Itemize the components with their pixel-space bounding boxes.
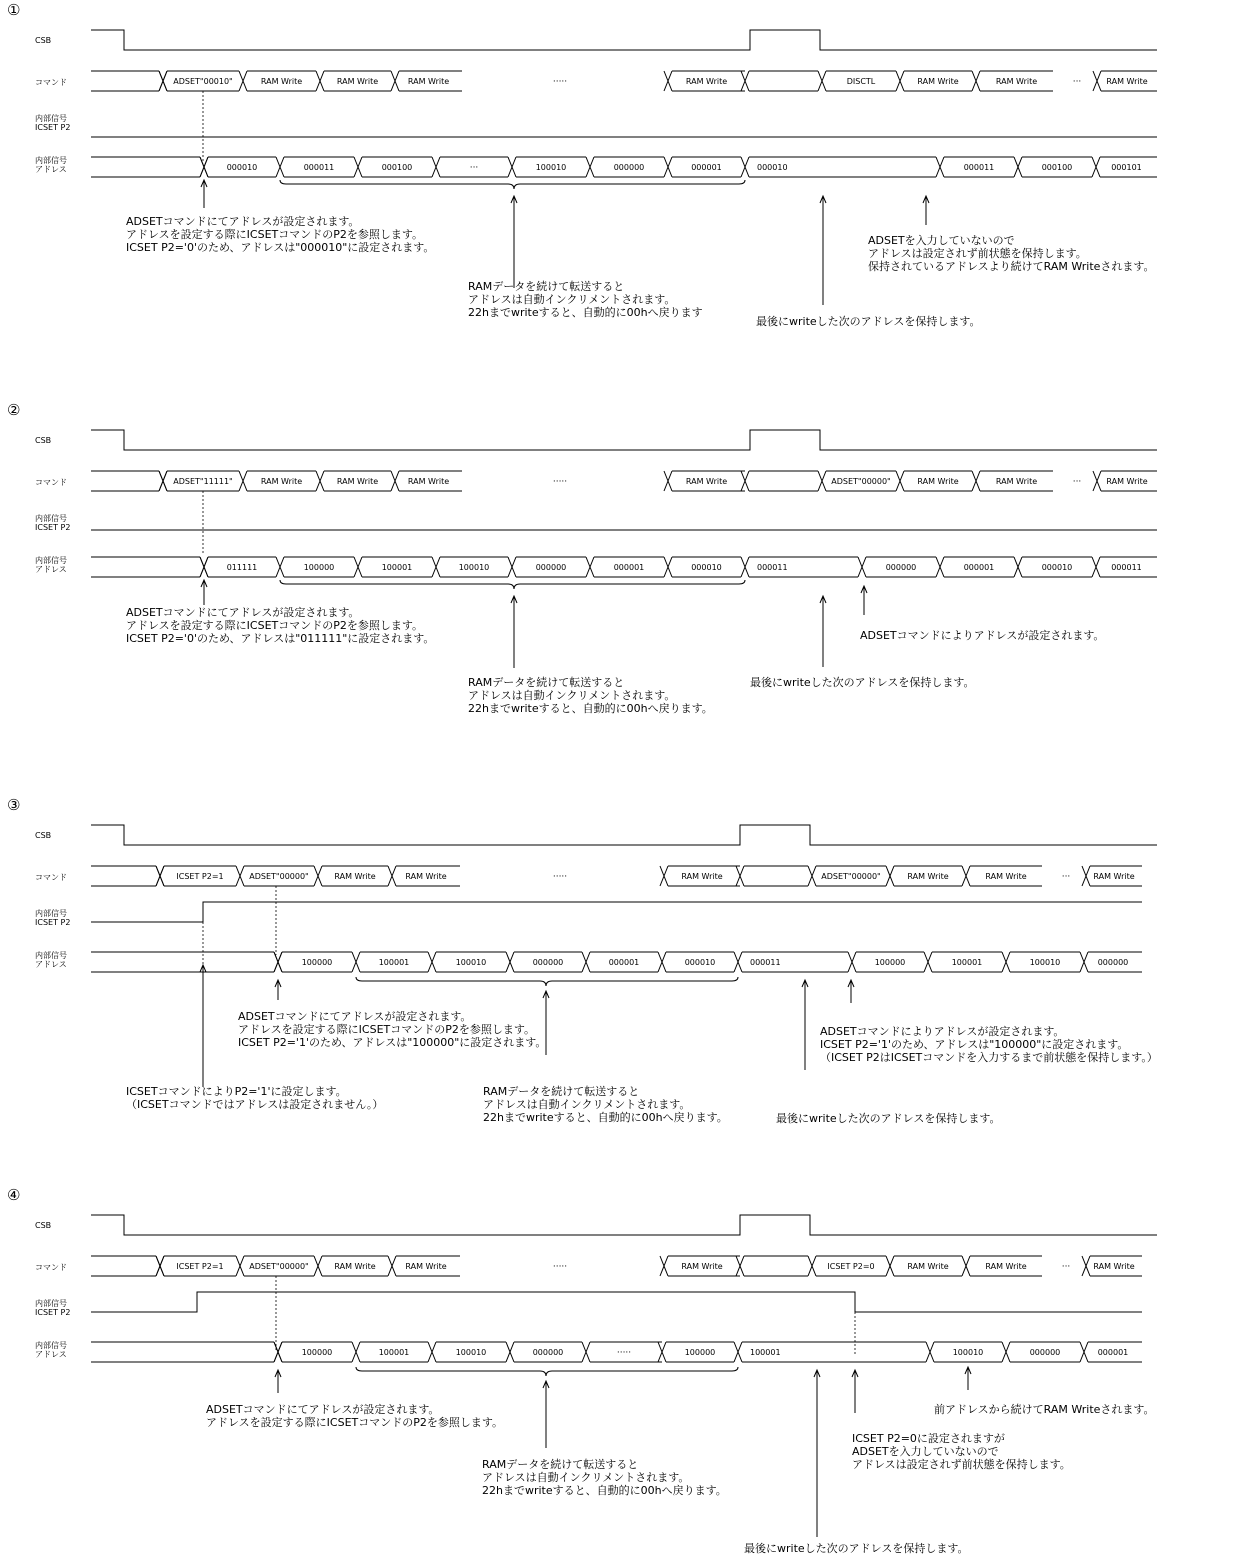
row-label-address: 内部信号 — [35, 556, 67, 565]
command-bus — [91, 866, 1142, 886]
command-bus — [91, 1256, 1142, 1276]
address-cell: 100010 — [455, 958, 487, 967]
address-cell: 100000 — [301, 1348, 333, 1357]
annotation-text: アドレスは自動インクリメントされます。 — [468, 689, 676, 702]
row-label-address: 内部信号 — [35, 156, 67, 165]
command-cell: RAM Write — [917, 77, 959, 86]
range-brace — [356, 1367, 738, 1376]
annotation-text: RAMデータを続けて転送すると — [468, 676, 625, 689]
command-cell: RAM Write — [334, 1262, 376, 1271]
annotation-text: ICSET P2='0'のため、アドレスは"011111"に設定されます。 — [126, 632, 435, 645]
command-cell: ··· — [1061, 1262, 1071, 1272]
annotation-text: ADSETを入力していないので — [868, 234, 1015, 247]
pointer-arrow — [802, 980, 808, 1070]
command-cell: RAM Write — [334, 872, 376, 881]
annotation-text: 22hまでwriteすると、自動的に00hへ戻ります — [468, 306, 703, 319]
address-cell: 100000 — [684, 1348, 716, 1357]
address-cell: 000100 — [381, 163, 413, 172]
address-cell: 000000 — [885, 563, 917, 572]
annotation-text: ADSETコマンドによりアドレスが設定されます。 — [820, 1025, 1065, 1038]
annotation — [860, 629, 1104, 642]
annotation — [483, 1084, 728, 1124]
command-cell: RAM Write — [995, 477, 1038, 486]
annotation-text: 22hまでwriteすると、自動的に00hへ戻ります。 — [482, 1484, 727, 1497]
command-cell: DISCTL — [846, 77, 876, 86]
row-label-command: コマンド — [35, 873, 67, 882]
address-cell: ··· — [469, 163, 479, 173]
row-label-address: 内部信号 — [35, 951, 67, 960]
range-brace — [356, 977, 738, 986]
address-cell: 000001 — [613, 563, 645, 572]
pointer-arrow — [820, 596, 826, 667]
diagram-number: ③ — [7, 796, 21, 814]
annotation — [756, 314, 980, 328]
annotation-text: ICSET P2='1'のため、アドレスは"100000"に設定されます。 — [820, 1038, 1129, 1051]
command-cell: ··· — [1072, 477, 1082, 487]
address-cell: 000101 — [1111, 163, 1142, 172]
command-cell: ····· — [552, 1262, 568, 1272]
pointer-arrow — [852, 1370, 858, 1413]
brace — [356, 977, 738, 986]
command-cell: ADSET"00010" — [173, 77, 233, 86]
row-label-csb: CSB — [35, 436, 52, 445]
row-label-address: 内部信号 — [35, 1341, 67, 1350]
icset-p2-waveform — [91, 902, 1142, 922]
address-cell: 000000 — [613, 163, 645, 172]
annotation — [126, 1085, 383, 1111]
row-label-csb: CSB — [35, 36, 52, 45]
address-cell: 000011 — [303, 163, 335, 172]
pointer-arrow — [275, 1370, 281, 1393]
address-cell: 100001 — [951, 958, 983, 967]
address-cell: 011111 — [226, 563, 258, 572]
timing-diagram-4 — [7, 1186, 1157, 1555]
command-bus — [91, 71, 1157, 91]
range-brace — [280, 180, 745, 189]
address-cell: 000001 — [963, 563, 995, 572]
row-label-icset: ICSET P2 — [35, 123, 71, 132]
address-cell: 100001 — [378, 1348, 410, 1357]
timing-diagram-1 — [7, 1, 1157, 328]
address-cell: 000000 — [1029, 1348, 1061, 1357]
annotation-text: RAMデータを続けて転送すると — [482, 1458, 639, 1471]
annotation-text: RAMデータを続けて転送すると — [468, 280, 625, 293]
annotation-text: アドレスは設定されず前状態を保持します。 — [868, 247, 1087, 260]
annotation-text: アドレスは自動インクリメントされます。 — [483, 1098, 691, 1111]
annotation-text: アドレスを設定する際にICSETコマンドのP2を参照します。 — [206, 1416, 503, 1429]
address-cell: 000100 — [1041, 163, 1073, 172]
annotation-text: アドレスは自動インクリメントされます。 — [468, 293, 676, 306]
pointer-arrow — [923, 196, 929, 225]
command-cell: ADSET"00000" — [831, 477, 891, 486]
annotation-text: 22hまでwriteすると、自動的に00hへ戻ります。 — [483, 1111, 728, 1124]
annotation-text: 最後にwriteした次のアドレスを保持します。 — [756, 315, 981, 328]
address-cell: 100001 — [750, 1348, 781, 1357]
command-cell: RAM Write — [917, 477, 959, 486]
address-bus — [91, 557, 1157, 577]
command-cell: ··· — [1072, 77, 1082, 87]
address-cell: 000010 — [226, 163, 258, 172]
address-cell: 000000 — [1097, 958, 1129, 967]
annotation-text: （ICSETコマンドではアドレスは設定されません。） — [126, 1098, 384, 1111]
timing-diagram-3 — [7, 796, 1158, 1125]
annotation-text: アドレスを設定する際にICSETコマンドのP2を参照します。 — [126, 228, 423, 241]
address-cell: 100010 — [952, 1348, 984, 1357]
timing-diagram-2 — [7, 401, 1157, 715]
command-cell: RAM Write — [1093, 872, 1135, 881]
address-cell: 100001 — [378, 958, 410, 967]
annotation — [482, 1457, 727, 1497]
address-cell: 000010 — [757, 163, 788, 172]
command-cell: RAM Write — [985, 872, 1027, 881]
address-cell: 000010 — [684, 958, 716, 967]
address-cell: 000011 — [757, 563, 788, 572]
annotation-text: ADSETコマンドにてアドレスが設定されます。 — [206, 1403, 440, 1416]
command-cell: RAM Write — [685, 477, 728, 486]
annotation-text: ADSETを入力していないので — [852, 1445, 999, 1458]
row-label-address: アドレス — [35, 1350, 67, 1359]
annotation-text: ICSET P2='0'のため、アドレスは"000010"に設定されます。 — [126, 241, 435, 254]
address-cell: 100000 — [301, 958, 333, 967]
address-cell: 100010 — [1029, 958, 1061, 967]
command-cell: RAM Write — [985, 1262, 1027, 1271]
command-cell: RAM Write — [260, 77, 303, 86]
annotation-text: ICSET P2=0に設定されますが — [852, 1432, 1005, 1445]
row-label-command: コマンド — [35, 1263, 67, 1272]
command-cell: RAM Write — [681, 872, 723, 881]
address-cell: 000000 — [532, 1348, 564, 1357]
csb-waveform — [91, 825, 1157, 845]
address-bus — [91, 157, 1157, 177]
pointer-arrow — [965, 1367, 971, 1390]
annotation-text: 22hまでwriteすると、自動的に00hへ戻ります。 — [468, 702, 713, 715]
address-cell: 100000 — [303, 563, 335, 572]
annotation-text: ADSETコマンドにてアドレスが設定されます。 — [126, 606, 360, 619]
command-cell: ICSET P2=1 — [176, 872, 224, 881]
brace — [280, 180, 745, 189]
annotation-text: アドレスは自動インクリメントされます。 — [482, 1471, 690, 1484]
row-label-csb: CSB — [35, 1221, 52, 1230]
brace — [280, 580, 745, 589]
row-label-icset: 内部信号 — [35, 114, 67, 123]
row-label-address: アドレス — [35, 960, 67, 969]
annotation-text: 最後にwriteした次のアドレスを保持します。 — [750, 676, 975, 689]
address-cell: 100010 — [535, 163, 567, 172]
address-bus — [91, 952, 1142, 972]
command-cell: ADSET"00000" — [821, 872, 881, 881]
annotation — [206, 1403, 503, 1429]
command-cell: RAM Write — [336, 77, 379, 86]
command-cell: RAM Write — [1093, 1262, 1135, 1271]
annotation-text: アドレスを設定する際にICSETコマンドのP2を参照します。 — [126, 619, 423, 632]
annotation-text: 最後にwriteした次のアドレスを保持します。 — [744, 1542, 969, 1555]
pointer-arrow — [201, 580, 207, 605]
csb-waveform — [91, 30, 1157, 50]
address-cell: 000000 — [532, 958, 564, 967]
diagram-number: ② — [7, 401, 21, 419]
command-cell: RAM Write — [407, 477, 450, 486]
address-cell: ····· — [616, 1348, 632, 1358]
pointer-arrow — [543, 1381, 549, 1448]
command-cell: RAM Write — [260, 477, 303, 486]
command-cell: ····· — [552, 77, 568, 87]
command-cell: RAM Write — [407, 77, 450, 86]
annotation-text: RAMデータを続けて転送すると — [483, 1085, 640, 1098]
row-label-address: アドレス — [35, 165, 67, 174]
command-cell: ICSET P2=0 — [827, 1262, 875, 1271]
command-cell: RAM Write — [995, 77, 1038, 86]
address-cell: 000001 — [1097, 1348, 1129, 1357]
address-cell: 000001 — [691, 163, 722, 172]
row-label-csb: CSB — [35, 831, 52, 840]
annotation-text: ADSETコマンドにてアドレスが設定されます。 — [126, 215, 360, 228]
command-cell: ADSET"11111" — [173, 477, 233, 486]
annotation-text: 前アドレスから続けてRAM Writeされます。 — [934, 1403, 1155, 1416]
annotation — [934, 1402, 1155, 1416]
command-cell: ADSET"00000" — [249, 872, 309, 881]
annotation — [468, 279, 703, 319]
annotation — [238, 1010, 546, 1049]
annotation-text: ICSET P2='1'のため、アドレスは"100000"に設定されます。 — [238, 1036, 547, 1049]
annotation-text: アドレスを設定する際にICSETコマンドのP2を参照します。 — [238, 1023, 535, 1036]
annotation — [750, 675, 974, 689]
command-cell: RAM Write — [1106, 77, 1148, 86]
command-cell: RAM Write — [1106, 477, 1148, 486]
row-label-icset: ICSET P2 — [35, 523, 71, 532]
annotation-text: 保持されているアドレスより続けてRAM Writeされます。 — [868, 260, 1155, 273]
command-cell: RAM Write — [907, 1262, 949, 1271]
annotation — [744, 1541, 968, 1555]
brace — [356, 1367, 738, 1376]
command-cell: RAM Write — [336, 477, 379, 486]
address-cell: 000011 — [1111, 563, 1142, 572]
annotation — [852, 1432, 1071, 1471]
address-cell: 100001 — [381, 563, 413, 572]
annotation-text: （ICSET P2はICSETコマンドを入力するまで前状態を保持します。） — [820, 1051, 1158, 1064]
address-cell: 000010 — [691, 563, 722, 572]
annotation — [820, 1025, 1158, 1064]
annotation-text: ADSETコマンドによりアドレスが設定されます。 — [860, 629, 1105, 642]
diagram-number: ④ — [7, 1186, 21, 1204]
csb-waveform — [91, 430, 1157, 450]
command-cell: RAM Write — [405, 1262, 447, 1271]
pointer-arrow — [848, 980, 854, 1003]
address-cell: 100010 — [458, 563, 490, 572]
address-cell: 000011 — [963, 163, 995, 172]
annotation — [126, 606, 434, 645]
row-label-icset: 内部信号 — [35, 909, 67, 918]
icset-p2-waveform — [91, 1292, 1142, 1312]
address-cell: 000010 — [1041, 563, 1073, 572]
pointer-arrow — [200, 965, 206, 1087]
command-cell: ADSET"00000" — [249, 1262, 309, 1271]
pointer-arrow — [511, 596, 517, 668]
address-cell: 100010 — [455, 1348, 487, 1357]
annotation-text: ICSETコマンドによりP2='1'に設定します。 — [126, 1085, 347, 1098]
row-label-icset: ICSET P2 — [35, 918, 71, 927]
range-brace — [280, 580, 745, 589]
address-cell: 000000 — [535, 563, 567, 572]
row-label-command: コマンド — [35, 478, 67, 487]
command-cell: RAM Write — [681, 1262, 723, 1271]
row-label-command: コマンド — [35, 78, 67, 87]
row-label-address: アドレス — [35, 565, 67, 574]
pointer-arrow — [861, 586, 867, 615]
annotation-text: ADSETコマンドにてアドレスが設定されます。 — [238, 1010, 472, 1023]
annotation — [868, 233, 1155, 273]
command-cell: ····· — [552, 477, 568, 487]
pointer-arrow — [275, 980, 281, 1000]
address-cell: 000011 — [750, 958, 781, 967]
row-label-icset: 内部信号 — [35, 514, 67, 523]
pointer-arrow — [201, 180, 207, 208]
command-bus — [91, 471, 1157, 491]
annotation — [126, 215, 434, 254]
diagram-number: ① — [7, 1, 21, 19]
pointer-arrow — [511, 196, 517, 288]
address-bus — [91, 1342, 1142, 1362]
command-cell: RAM Write — [907, 872, 949, 881]
csb-waveform — [91, 1215, 1157, 1235]
row-label-icset: ICSET P2 — [35, 1308, 71, 1317]
address-cell: 000001 — [608, 958, 640, 967]
pointer-arrow — [814, 1370, 820, 1537]
command-cell: RAM Write — [405, 872, 447, 881]
pointer-arrow — [820, 196, 826, 305]
annotation-text: アドレスは設定されず前状態を保持します。 — [852, 1458, 1071, 1471]
command-cell: ··· — [1061, 872, 1071, 882]
annotation — [468, 675, 713, 715]
annotation-text: 最後にwriteした次のアドレスを保持します。 — [776, 1112, 1001, 1125]
row-label-icset: 内部信号 — [35, 1299, 67, 1308]
command-cell: ····· — [552, 872, 568, 882]
command-cell: RAM Write — [685, 77, 728, 86]
annotation — [776, 1111, 1000, 1125]
address-cell: 100000 — [874, 958, 906, 967]
command-cell: ICSET P2=1 — [176, 1262, 224, 1271]
